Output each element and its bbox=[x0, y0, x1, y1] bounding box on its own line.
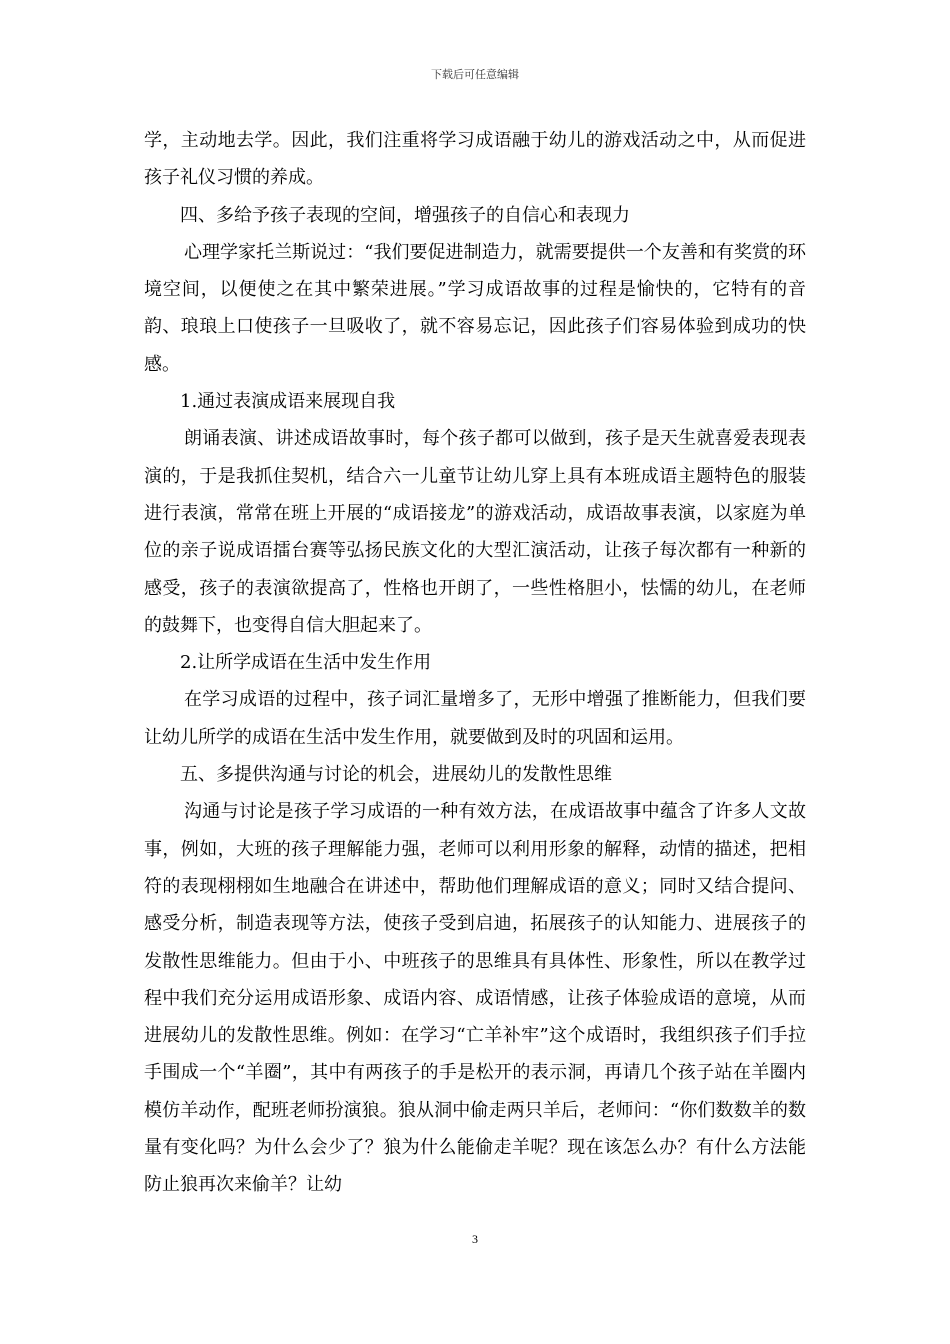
section-heading: 五、多提供沟通与讨论的机会，进展幼儿的发散性思维 bbox=[180, 764, 612, 786]
paragraph: 在学习成语的过程中，孩子词汇量增多了，无形中增强了推断能力，但我们要让幼儿所学的成语在生活中发生作用，就要做到及时的巩固和运用。 bbox=[144, 689, 806, 748]
document-body bbox=[144, 122, 806, 1204]
subsection-heading: 2.让所学成语在生活中发生作用 bbox=[180, 652, 432, 674]
paragraph: 心理学家托兰斯说过：“我们要促进制造力，就需要提供一个友善和有奖赏的环境空间，以便使之在其中繁荣进展。”学习成语故事的过程是愉快的，它特有的音韵、琅琅上口使孩子一旦吸收了，就不容易忘记，因此孩子们容易体验到成功的快感。 bbox=[144, 241, 806, 375]
section-heading: 四、多给予孩子表现的空间，增强孩子的自信心和表现力 bbox=[180, 204, 630, 226]
subsection-heading: 1.通过表演成语来展现自我 bbox=[180, 391, 396, 413]
paragraph: 沟通与讨论是孩子学习成语的一种有效方法，在成语故事中蕴含了许多人文故事，例如，大班的孩子理解能力强，老师可以利用形象的解释，动情的描述，把相符的表现栩栩如生地融合在讲述中，帮助他们理解成语的意义；同时又结合提问、感受分析，制造表现等方法，使孩子受到启迪，拓展孩子的认知能力、进展孩子的发散性思维能力。但由于小、中班孩子的思维具有具体性、形象性，所以在教学过程中我们充分运用成语形象、成语内容、成语情感，让孩子体验成语的意境，从而进展幼儿的发散性思维。例如：在学习“亡羊补牢”这个成语时，我组织孩子们手拉手围成一个“羊圈”，其中有两孩子的手是松开的表示洞，再请几个孩子站在羊圈内模仿羊动作，配班老师扮演狼。狼从洞中偷走两只羊后，老师问：“你们数数羊的数量有变化吗？为什么会少了？狼为什么能偷走羊呢？现在该怎么办？有什么方法能防止狼再次来偷羊？让幼 bbox=[144, 801, 806, 1196]
paragraph: 学，主动地去学。因此，我们注重将学习成语融于幼儿的游戏活动之中，从而促进孩子礼仪习惯的养成。 bbox=[144, 130, 806, 189]
paragraph: 朗诵表演、讲述成语故事时，每个孩子都可以做到，孩子是天生就喜爱表现表演的，于是我抓住契机，结合六一儿童节让幼儿穿上具有本班成语主题特色的服装进行表演，常常在班上开展的“成语接龙”的游戏活动，成语故事表演，以家庭为单位的亲子说成语擂台赛等弘扬民族文化的大型汇演活动，让孩子每次都有一种新的感受，孩子的表演欲提高了，性格也开朗了，一些性格胆小，怯懦的幼儿，在老师的鼓舞下，也变得自信大胆起来了。 bbox=[144, 428, 806, 636]
page-header: 下载后可任意编辑 bbox=[431, 68, 519, 81]
page-number: 3 bbox=[472, 1232, 478, 1246]
